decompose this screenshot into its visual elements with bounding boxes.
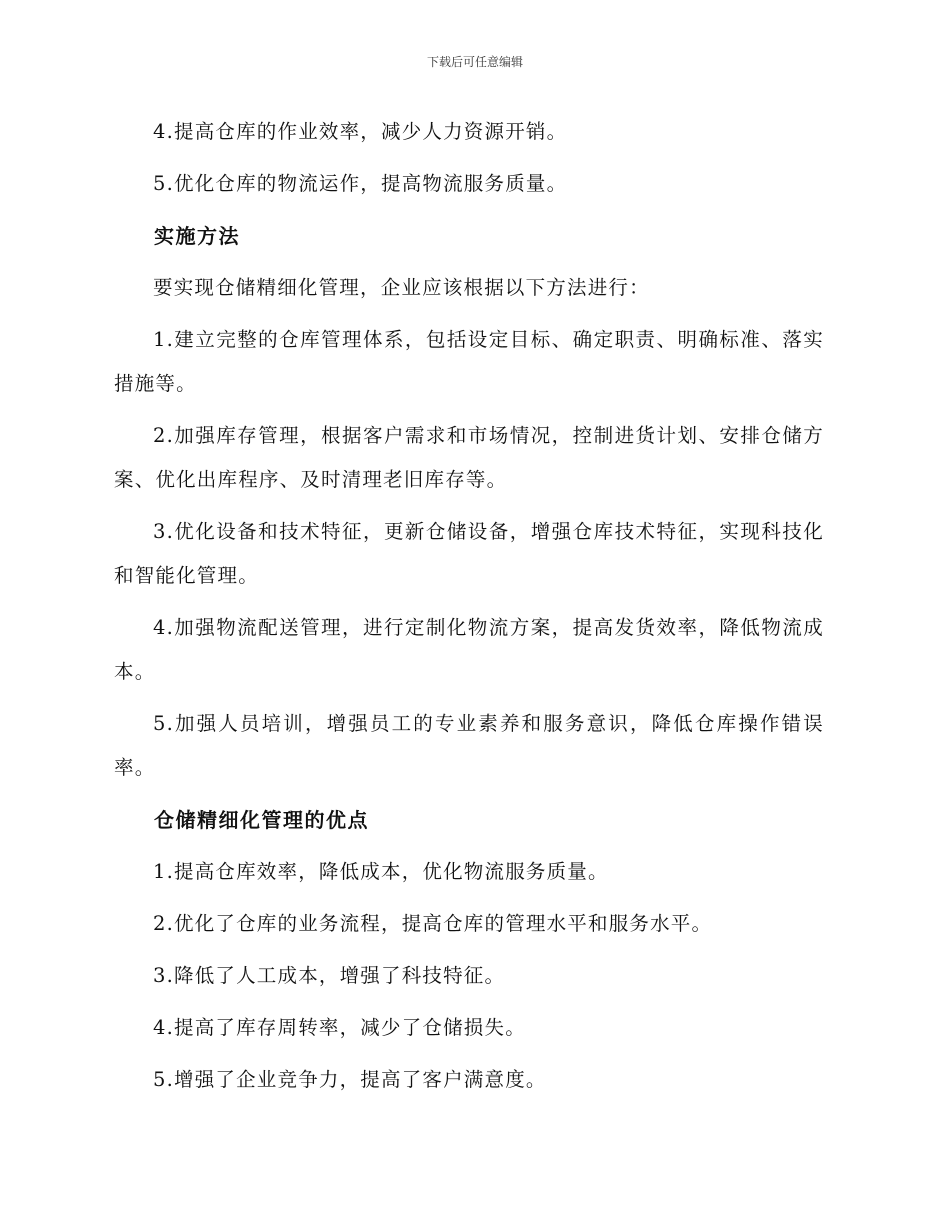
methods-intro: 要实现仓储精细化管理，企业应该根据以下方法进行：	[153, 276, 650, 299]
goal-item-4: 4.提高仓库的作业效率，减少人力资源开销。	[153, 120, 568, 143]
method-item-5: 5.加强人员培训，增强员工的专业素养和服务意识，降低仓库操作错误率。	[114, 712, 824, 779]
method-item-3: 3.优化设备和技术特征，更新仓储设备，增强仓库技术特征，实现科技化和智能化管理。	[114, 520, 824, 587]
section-heading-advantages: 仓储精细化管理的优点	[154, 808, 369, 832]
advantage-item-5: 5.增强了企业竞争力，提高了客户满意度。	[153, 1068, 547, 1091]
document-body	[114, 110, 824, 1110]
advantage-item-3: 3.降低了人工成本，增强了科技特征。	[153, 964, 506, 987]
advantage-item-2: 2.优化了仓库的业务流程，提高仓库的管理水平和服务水平。	[153, 912, 713, 935]
goal-item-5: 5.优化仓库的物流运作，提高物流服务质量。	[153, 172, 568, 195]
method-item-2: 2.加强库存管理，根据客户需求和市场情况，控制进货计划、安排仓储方案、优化出库程序、及时清理老旧库存等。	[114, 424, 824, 491]
method-item-1: 1.建立完整的仓库管理体系，包括设定目标、确定职责、明确标准、落实措施等。	[114, 328, 824, 395]
section-heading-methods: 实施方法	[154, 224, 240, 248]
method-item-4: 4.加强物流配送管理，进行定制化物流方案，提高发货效率，降低物流成本。	[114, 616, 824, 683]
page-header: 下载后可任意编辑	[426, 55, 523, 69]
advantage-item-1: 1.提高仓库效率，降低成本，优化物流服务质量。	[153, 860, 609, 883]
advantage-item-4: 4.提高了库存周转率，减少了仓储损失。	[153, 1016, 526, 1039]
